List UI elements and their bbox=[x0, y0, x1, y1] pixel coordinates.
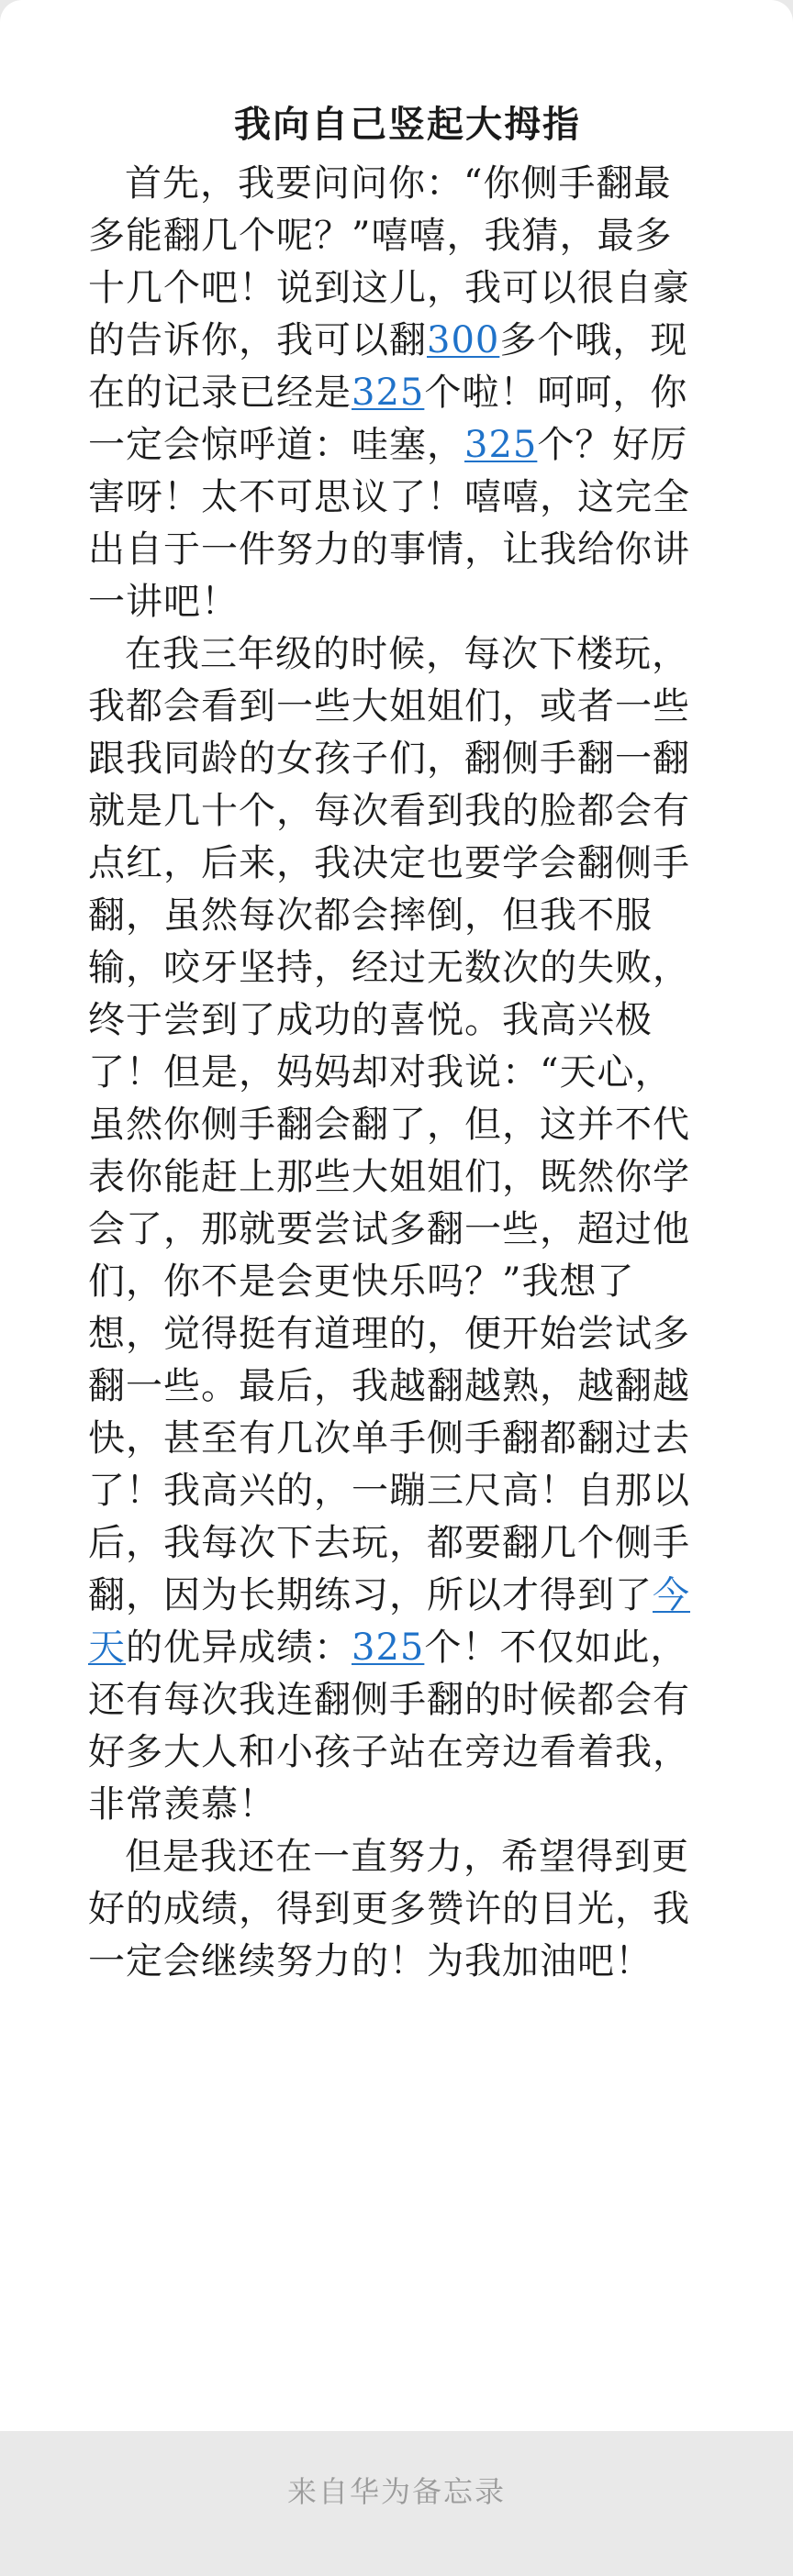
paragraph-text: 首先，我要问问你：“你侧手翻最多能翻几个呢？”嘻嘻，我猜，最多十几个吧！说到这儿，我可以很自豪的告诉你，我可以翻 bbox=[88, 162, 690, 361]
footer bbox=[0, 2431, 793, 2576]
note-paragraph bbox=[88, 1831, 703, 1988]
note-paragraph bbox=[88, 628, 703, 1831]
paragraph-text: 个？好厉害呀！太不可思议了！嘻嘻，这完全出自于一件努力的事情，让我给你讲一讲吧！ bbox=[88, 424, 690, 623]
highlighted-number-link[interactable]: 325 bbox=[352, 372, 425, 414]
paragraph-text: 个啦！呵呵，你一定会惊呼道：哇塞， bbox=[88, 372, 688, 466]
highlighted-number-link[interactable]: 300 bbox=[427, 319, 500, 361]
note-body[interactable] bbox=[88, 158, 703, 1988]
highlighted-number-link[interactable]: 今天 bbox=[88, 1574, 690, 1669]
note-title: 我向自己竖起大拇指 bbox=[234, 103, 581, 146]
paragraph-text: 多个哦，现在的记录已经是 bbox=[88, 319, 688, 414]
paragraph-text: 但是我还在一直努力，希望得到更好的成绩，得到更多赞许的目光，我一定会继续努力的！为我加油吧！ bbox=[88, 1836, 690, 1982]
highlighted-number-link[interactable]: 325 bbox=[464, 424, 538, 466]
note-paragraph bbox=[88, 158, 703, 628]
paragraph-text: 的优异成绩： bbox=[126, 1627, 352, 1669]
paragraph-text: 个！不仅如此，还有每次我连翻侧手翻的时候都会有好多大人和小孩子站在旁边看着我，非常羡慕！ bbox=[88, 1627, 690, 1826]
paragraph-text: 在我三年级的时候，每次下楼玩，我都会看到一些大姐姐们，或者一些跟我同龄的女孩子们，翻侧手翻一翻就是几十个，每次看到我的脸都会有点红，后来，我决定也要学会翻侧手翻，虽然每次都会摔倒，但我不服输，咬牙坚持，经过无数次的失败，终于尝到了成功的喜悦。我高兴极了！但是，妈妈却对我说：“天心，虽然你侧手翻会翻了，但，这并不代表你能赶上那些大姐姐们，既然你学会了，那就要尝试多翻一些，超过他们，你不是会更快乐吗？”我想了想，觉得挺有道理的，便开始尝试多翻一些。最后，我越翻越熟，越翻越快，甚至有几次单手侧手翻都翻过去了！我高兴的，一蹦三尺高！自那以后，我每次下去玩，都要翻几个侧手翻，因为长期练习，所以才得到了 bbox=[88, 633, 690, 1616]
source-label: 来自华为备忘录 bbox=[286, 2474, 506, 2509]
highlighted-number-link[interactable]: 325 bbox=[352, 1627, 425, 1669]
